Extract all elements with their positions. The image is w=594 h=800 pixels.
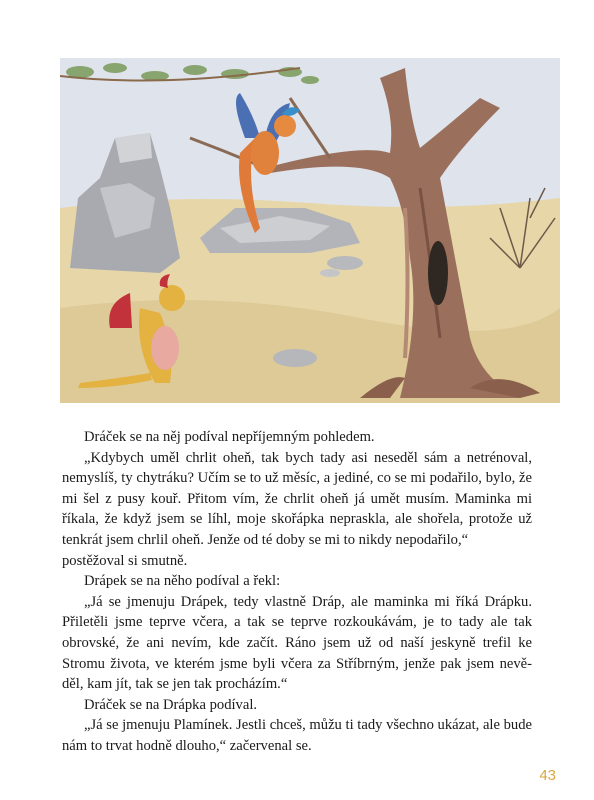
story-text: [62, 427, 532, 757]
page-number: 43: [539, 767, 556, 784]
illustration: [60, 58, 560, 403]
tree-hollow: [428, 241, 448, 305]
paragraph: „Já se jmenuju Drápek, tedy vlastně Dráp, ale maminka mi říká Drápku. Přiletěli jsme teprve včera, a tak se teprve rozkoukávám, je to tady ale tak obrovské, že ani nevím, kde začít. Ráno jsem už od naší jeskyně trefil ke Stromu života, ve kterém jsme byli včera za Stříbrným, jenže pak jsem nevě-děl, kam jít, tak se jen tak procházím.“: [62, 593, 532, 693]
paragraph: Drápek se na něho podíval a řekl:: [84, 573, 281, 590]
paragraph: „Já se jmenuju Plamínek. Jestli chceš, můžu ti tady všechno ukázat, ale bude nám to trvat hodně dlouho,“ začervenal se.: [62, 717, 532, 754]
paragraph: postěžoval si smutně.: [62, 552, 188, 569]
paragraph: „Kdybych uměl chrlit oheň, tak bych tady asi neseděl sám a netrénoval, nemyslíš, ty chytráku? Učím se to už měsíc, a jediné, co se mi podařilo, bylo, že mi šel z pusy kouř. Přitom vím, že chrlit oheň já umět musím. Maminka mi říkala, že když jsem se líhl, moje skořápka nepraskla, ale shořela, protože už tenkrát jsem chrlil oheň. Jenže od té doby se mi to nikdy nepodařilo,“: [62, 449, 532, 548]
paragraph: Dráček se na něj podíval nepříjemným pohledem.: [84, 429, 375, 445]
paragraph: Dráček se na Drápka podíval.: [84, 696, 258, 713]
